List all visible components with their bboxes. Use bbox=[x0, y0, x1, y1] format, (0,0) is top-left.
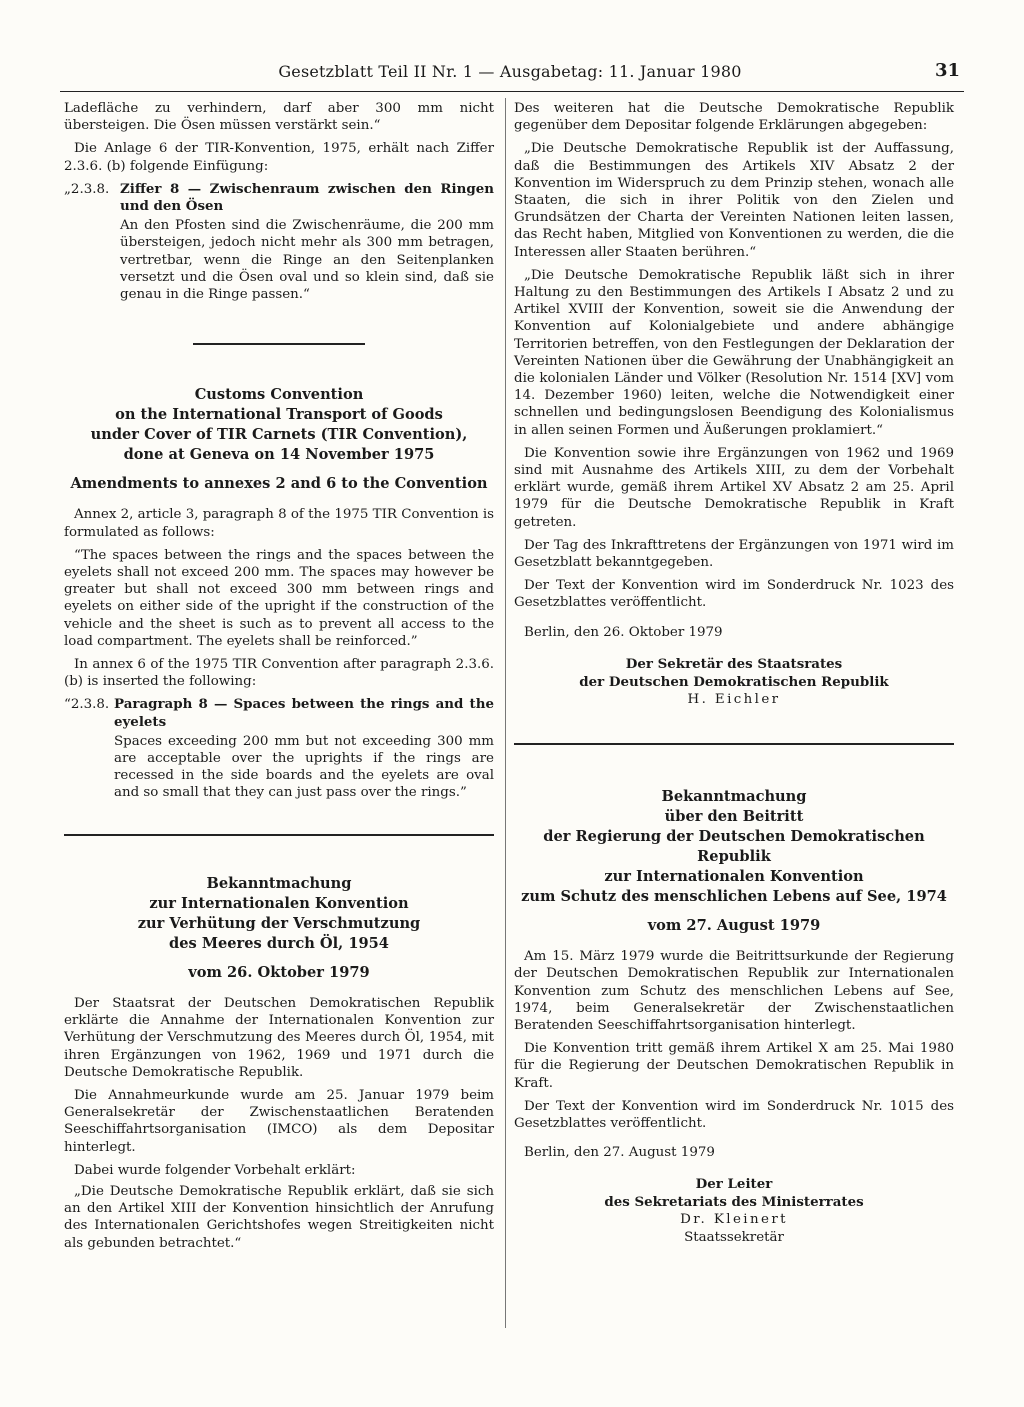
page-number: 31 bbox=[934, 60, 960, 81]
intro-quote-end: Ladefläche zu verhindern, darf aber 300 mm nicht übersteigen. Die Ösen müssen verstärkt sein.“ bbox=[64, 101, 494, 134]
section-separator bbox=[193, 343, 365, 345]
solas-paragraph: Der Text der Konvention wird im Sonderdruck Nr. 1015 des Gesetzblattes veröffentlicht. bbox=[514, 1098, 954, 1131]
oil-title-line: des Meeres durch Öl, 1954 bbox=[169, 934, 389, 952]
oil-amendments-note: Der Tag des Inkrafttretens der Ergänzungen von 1971 wird im Gesetzblatt bekanntgegeben. bbox=[514, 537, 954, 571]
signatory-name: Dr. Kleinert bbox=[680, 1212, 788, 1228]
en-item-label: “2.3.8. bbox=[64, 697, 110, 713]
de-item-2-3-8 bbox=[64, 181, 494, 303]
column-divider bbox=[505, 98, 506, 1328]
solas-title-line: zum Schutz des menschlichen Lebens auf See, 1974 bbox=[521, 887, 947, 905]
de-item-text: An den Pfosten sind die Zwischenräume, die 200 mm übersteigen, jedoch nicht mehr als 300 mm betragen, vertretbar, wenn die Ringe an den Seitenplanken versetzt und die Ösen oval und so klein sind, daß sie genau in die Ringe passen.“ bbox=[120, 218, 494, 303]
solas-notice-title bbox=[514, 787, 954, 907]
oil-publication-note: Der Text der Konvention wird im Sonderdruck Nr. 1023 des Gesetzblattes veröffentlicht. bbox=[514, 578, 954, 611]
right-column bbox=[514, 100, 954, 1247]
solas-title-line: zur Internationalen Konvention bbox=[604, 867, 864, 885]
de-item-label: „2.3.8. bbox=[64, 181, 110, 197]
oil-notice-title bbox=[64, 874, 494, 954]
en-annex2-intro: Annex 2, article 3, paragraph 8 of the 1975 TIR Convention is formulated as follows: bbox=[64, 507, 495, 540]
declarations-intro: Des weiteren hat die Deutsche Demokratische Republik gegenüber dem Depositar folgende Erklärungen abgegeben: bbox=[514, 101, 954, 134]
signature-title-line: der Deutschen Demokratischen Republik bbox=[579, 673, 889, 690]
place-date: Berlin, den 26. Oktober 1979 bbox=[524, 624, 723, 640]
solas-title-line: über den Beitritt bbox=[664, 807, 804, 825]
oil-reservation-quote: „Die Deutsche Demokratische Republik erklärt, daß sie sich an den Artikel XIII der Konvention hinsichtlich der Anrufung des Internationalen Gerichtshofes wegen Streitigkeiten nicht als gebunden betrachtet.“ bbox=[64, 1183, 494, 1251]
header-rule bbox=[60, 91, 964, 92]
solas-title-line: der Regierung der Deutschen Demokratischen Republik bbox=[543, 827, 925, 865]
left-column bbox=[64, 100, 494, 1258]
customs-convention-title bbox=[64, 385, 494, 465]
customs-title-line: on the International Transport of Goods bbox=[115, 406, 443, 424]
header-title: Gesetzblatt Teil II Nr. 1 — Ausgabetag: 11. Januar 1980 bbox=[278, 62, 742, 81]
customs-subtitle: Amendments to annexes 2 and 6 to the Convention bbox=[70, 475, 488, 493]
section-separator bbox=[514, 743, 954, 745]
customs-title-line: Customs Convention bbox=[194, 386, 364, 404]
en-item-2-3-8 bbox=[64, 696, 494, 801]
solas-paragraph: Die Konvention tritt gemäß ihrem Artikel X am 25. Mai 1980 für die Regierung der Deutschen Demokratischen Republik in Kraft. bbox=[514, 1041, 954, 1091]
customs-title-line: done at Geneva on 14 November 1975 bbox=[123, 446, 435, 464]
en-annex6-intro: In annex 6 of the 1975 TIR Convention after paragraph 2.3.6. (b) is inserted the following: bbox=[64, 657, 494, 690]
signature-block bbox=[514, 1175, 954, 1247]
en-item-text: Spaces exceeding 200 mm but not exceeding 300 mm are acceptable over the uprights if the rings are recessed in the side boards and the eyelets are oval and so small that they can just pass over the rings.” bbox=[114, 733, 494, 801]
oil-notice-date: vom 26. Oktober 1979 bbox=[188, 963, 370, 981]
en-item-heading: Paragraph 8 — Spaces between the rings and the eyelets bbox=[114, 696, 494, 730]
declaration-quote: „Die Deutsche Demokratische Republik läßt sich in ihrer Haltung zu den Bestimmungen des Artikels I Absatz 2 und zu Artikel XVIII der Konvention, soweit sie die Anwendung der Konvention auf Kolonialgebiete und andere abhängige Territorien betreffen, von den Festlegungen der Deklaration der Vereinten Nationen über die Gewährung der Unabhängigkeit an die kolonialen Länder und Völker (Resolution Nr. 1514 [XV] vom 14. Dezember 1960) leiten, welche die Notwendigkeit einer schnellen und bedingungslosen Beendigung des Kolonialismus in allen seinen Formen und Äußerungen proklamiert.“ bbox=[514, 267, 954, 438]
customs-title-line: under Cover of TIR Carnets (TIR Convention), bbox=[90, 426, 468, 444]
signature-block bbox=[514, 655, 954, 709]
signature-title-line: Der Leiter bbox=[695, 1176, 773, 1193]
oil-paragraph: Der Staatsrat der Deutschen Demokratischen Republik erklärte die Annahme der Internationalen Konvention zur Verhütung der Verschmutzung des Meeres durch Öl, 1954, mit ihren Ergänzungen von 1962, 1969 und 1971 durch die Deutsche Demokratische Republik. bbox=[64, 995, 494, 1080]
signature-title-line: Der Sekretär des Staatsrates bbox=[625, 655, 843, 672]
place-date: Berlin, den 27. August 1979 bbox=[524, 1145, 715, 1161]
declaration-quote: „Die Deutsche Demokratische Republik ist der Auffassung, daß die Bestimmungen des Artikels XIV Absatz 2 der Konvention im Widerspruch zu dem Prinzip stehen, wonach alle Staaten, die sich in ihrer Politik von den Zielen und Grundsätzen der Charta der Vereinten Nationen leiten lassen, das Recht haben, Mitglied von Konventionen zu werden, die die Interessen aller Staaten berühren.“ bbox=[514, 141, 954, 260]
en-annex2-quote: “The spaces between the rings and the spaces between the eyelets shall not exceed 200 mm. The spaces may however be greater but shall not exceed 300 mm between rings and eyelets on either side of the upright if the construction of the vehicle and the sheet is such as to prevent all access to the load compartment. The eyelets shall be reinforced.” bbox=[64, 547, 494, 649]
signatory-role: Staatssekretär bbox=[684, 1230, 784, 1246]
page-header bbox=[60, 56, 964, 92]
solas-paragraph: Am 15. März 1979 wurde die Beitrittsurkunde der Regierung der Deutschen Demokratischen Republik zur Internationalen Konvention zum Schutz des menschlichen Lebens auf See, 1974, beim Generalsekretär der Zwischenstaatlichen Beratenden Seeschiffahrtsorganisation hinterlegt. bbox=[514, 949, 954, 1033]
oil-paragraph: Die Annahmeurkunde wurde am 25. Januar 1979 beim Generalsekretär der Zwischenstaatlichen Beratenden Seeschiffahrtsorganisation (IMCO) als dem Depositar hinterlegt. bbox=[64, 1087, 494, 1155]
solas-notice-date: vom 27. August 1979 bbox=[647, 916, 821, 934]
signatory-name: H. Eichler bbox=[687, 691, 781, 707]
de-annex-intro: Die Anlage 6 der TIR-Konvention, 1975, erhält nach Ziffer 2.3.6. (b) folgende Einfügung: bbox=[64, 141, 494, 174]
de-item-heading: Ziffer 8 — Zwischenraum zwischen den Ringen und den Ösen bbox=[120, 180, 494, 215]
section-separator bbox=[64, 834, 494, 836]
oil-title-line: Bekanntmachung bbox=[206, 874, 352, 892]
oil-title-line: zur Internationalen Konvention bbox=[149, 894, 409, 912]
solas-title-line: Bekanntmachung bbox=[661, 787, 807, 805]
oil-entry-into-force: Die Konvention sowie ihre Ergänzungen von 1962 und 1969 sind mit Ausnahme des Artikels XIII, zu dem der Vorbehalt erklärt wurde, gemäß ihrem Artikel XV Absatz 2 am 25. April 1979 für die Deutsche Demokratische Republik in Kraft getreten. bbox=[514, 445, 954, 530]
oil-paragraph: Dabei wurde folgender Vorbehalt erklärt: bbox=[74, 1162, 356, 1178]
signature-title-line: des Sekretariats des Ministerrates bbox=[604, 1194, 864, 1211]
oil-title-line: zur Verhütung der Verschmutzung bbox=[137, 914, 421, 932]
